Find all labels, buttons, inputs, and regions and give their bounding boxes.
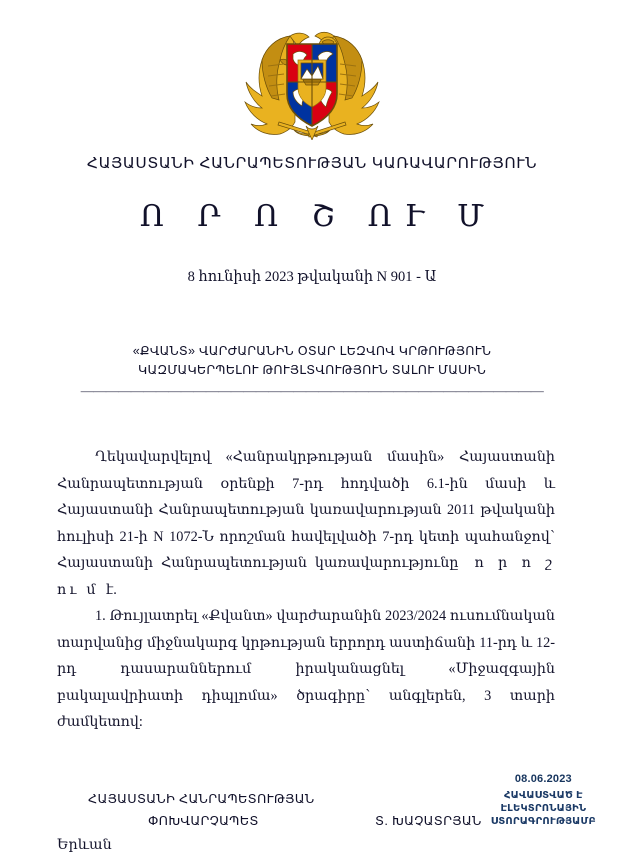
subject-divider: ————————————————————————————————————— — [80, 384, 544, 398]
emblem-container — [0, 0, 624, 140]
document-date-number: 8 հունիսի 2023 թվականի N 901 - Ա — [187, 269, 437, 285]
electronic-signature-stamp — [491, 773, 596, 828]
government-title: ՀԱՅԱՍՏԱՆԻ ՀԱՆՐԱՊԵՏՈՒԹՅԱՆ ԿԱՌԱՎԱՐՈՒԹՅՈՒՆ — [86, 155, 538, 172]
preamble-paragraph — [57, 444, 555, 603]
signatory-role-line-2: ՓՈԽՎԱՐՉԱՊԵՏ — [148, 812, 259, 828]
subject-line-1: «ՔՎԱՆՏ» ՎԱՐԺԱՐԱՆԻՆ ՕՏԱՐ ԼԵԶՎՈՎ ԿՐԹՈՒԹՅՈՒՆ — [132, 344, 492, 358]
coat-of-arms-of-armenia-icon — [232, 22, 392, 140]
document-body — [57, 444, 555, 736]
estamp-date: 08.06.2023 — [514, 773, 572, 785]
clause-1-paragraph: 1. Թույլատրել «Քվանտ» վարժարանին 2023/2024 ուսումնական տարվանից միջնակարգ կրթության երրորդ աստիճանի 11-րդ և 12-րդ դասարաններում իրականացնել «Միջազգային բակալավրիատի դիպլոմա» ծրագիրը՝ անգլերեն, 3 տարի ժամկետով: — [57, 608, 555, 730]
signing-city: Երևան — [57, 836, 112, 853]
document-subject — [0, 342, 624, 380]
preamble-text: Ղեկավարվելով «Հանրակրթության մասին» Հայաստանի Հանրապետության օրենքի 7-րդ հոդվածի 6.1-ին մասի և Հայաստանի Հանրապետության կառավարության 2011 թվականի հուլիսի 21-ի N 1072-Ն որոշման հավելվածի 7-րդ կետի պահանջով՝ Հայաստանի Հանրապետության կառավարությունը — [57, 449, 555, 571]
document-type-heading: Ո Ր Ո Շ ՈՒ Մ — [139, 200, 498, 233]
decides-word: ո ր ո շ ու մ — [57, 555, 555, 598]
estamp-line-1: ՀԱՎԱՍՏՎԱԾ Է — [503, 790, 583, 801]
subject-line-2: ԿԱԶՄԱԿԵՐՊԵԼՈՒ ԹՈՒՅԼՏՎՈՒԹՅՈՒՆ ՏԱԼՈՒ ՄԱՍԻՆ — [137, 363, 487, 377]
signatory-role-line-1: ՀԱՅԱՍՏԱՆԻ ՀԱՆՐԱՊԵՏՈՒԹՅԱՆ — [88, 790, 315, 806]
signatory-name: Տ. ԽԱՉԱՏՐՅԱՆ — [375, 812, 482, 828]
preamble-tail: է. — [105, 581, 117, 598]
estamp-line-3: ՍՏՈՐԱԳՐՈՒԹՅԱՄԲ — [490, 816, 596, 827]
estamp-line-2: ԷԼԵԿՏՐՈՆԱՅԻՆ — [500, 803, 587, 814]
